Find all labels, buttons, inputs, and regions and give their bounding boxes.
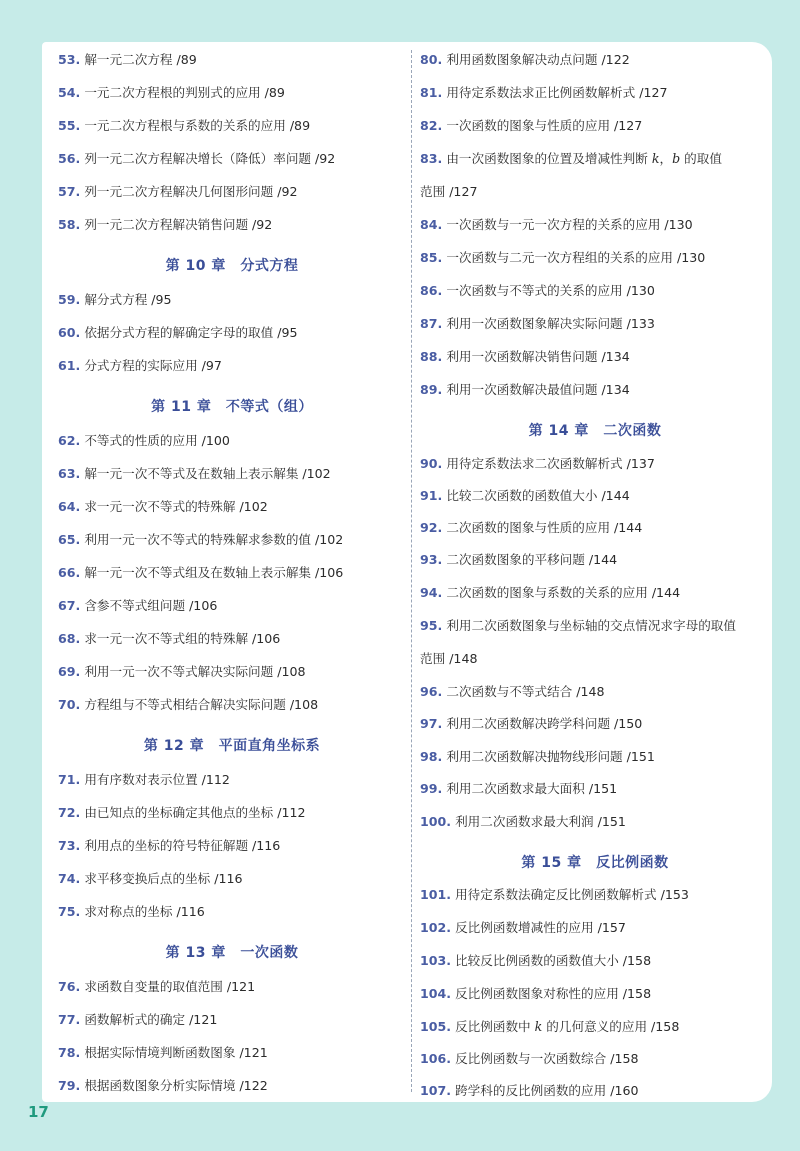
entry-title: 一次函数与不等式的关系的应用 /130 [446,283,655,298]
entry-number: 67. [58,598,81,613]
entry-number: 88. [420,349,443,364]
toc-entry [58,697,318,713]
toc-entry [58,979,255,995]
toc-entry-continuation: 范围 /148 [420,651,478,666]
entry-title: 反比例函数与一次函数综合 /158 [455,1051,639,1066]
toc-left-column [58,42,406,1102]
toc-entry [58,664,306,680]
entry-title: 用待定系数法求正比例函数解析式 /127 [446,85,668,100]
toc-entry [420,716,642,732]
entry-title: 解一元二次方程 /89 [84,52,197,67]
entry-number: 105. [420,1019,452,1034]
entry-title: 求平移变换后点的坐标 /116 [84,871,243,886]
entry-title: 二次函数的图象与性质的应用 /144 [446,520,643,535]
entry-title-part: 的几何意义的应用 /158 [542,1019,680,1034]
toc-entry [420,283,655,299]
entry-title: 分式方程的实际应用 /97 [84,358,222,373]
entry-number: 70. [58,697,81,712]
entry-number: 86. [420,283,443,298]
entry-title: 依据分式方程的解确定字母的取值 /95 [84,325,298,340]
entry-number: 90. [420,456,443,471]
entry-number: 62. [58,433,81,448]
entry-number: 73. [58,838,81,853]
entry-number: 84. [420,217,443,232]
entry-title: 二次函数的图象与系数的关系的应用 /144 [446,585,681,600]
entry-title: 列一元二次方程解决几何图形问题 /92 [84,184,298,199]
toc-entry [420,1051,639,1067]
entry-title: 根据实际情境判断函数图象 /121 [84,1045,268,1060]
entry-number: 101. [420,887,452,902]
entry-title: 一元二次方程根的判别式的应用 /89 [84,85,285,100]
toc-entry [420,316,655,332]
entry-number: 69. [58,664,81,679]
entry-number: 61. [58,358,81,373]
entry-number: 97. [420,716,443,731]
entry-title: 利用二次函数解决抛物线形问题 /151 [446,749,655,764]
entry-number: 96. [420,684,443,699]
entry-number: 81. [420,85,443,100]
entry-title: 一元二次方程根与系数的关系的应用 /89 [84,118,311,133]
page-number: 17 [28,1103,49,1121]
entry-title: 方程组与不等式相结合解决实际问题 /108 [84,697,319,712]
entry-title: 利用二次函数求最大面积 /151 [446,781,618,796]
toc-entry [420,349,630,365]
entry-number: 79. [58,1078,81,1093]
toc-entry [420,781,617,797]
entry-title: 一次函数与二元一次方程组的关系的应用 /130 [446,250,706,265]
entry-number: 82. [420,118,443,133]
toc-entry [58,871,243,887]
entry-title: 列一元二次方程解决销售问题 /92 [84,217,273,232]
chapter-heading: 第 15 章 反比例函数 [521,855,669,871]
toc-entry [58,433,230,449]
entry-number: 68. [58,631,81,646]
toc-entry [420,814,626,830]
entry-title: 列一元二次方程解决增长（降低）率问题 /92 [84,151,336,166]
toc-entry [58,805,306,821]
entry-number: 104. [420,986,452,1001]
entry-number: 55. [58,118,81,133]
entry-number: 72. [58,805,81,820]
entry-title: 解一元一次不等式及在数轴上表示解集 /102 [84,466,331,481]
entry-number: 71. [58,772,81,787]
entry-number: 98. [420,749,443,764]
toc-entry [420,151,722,167]
entry-number: 60. [58,325,81,340]
entry-number: 91. [420,488,443,503]
entry-number: 53. [58,52,81,67]
chapter-heading: 第 12 章 平面直角坐标系 [143,738,321,754]
toc-entry [58,292,172,308]
entry-title: 反比例函数图象对称性的应用 /158 [455,986,652,1001]
entry-number: 66. [58,565,81,580]
entry-title: 利用函数图象解决动点问题 /122 [446,52,630,67]
entry-number: 106. [420,1051,452,1066]
entry-title: 二次函数与不等式结合 /148 [446,684,605,699]
toc-entry [58,217,272,233]
entry-title: 用待定系数法确定反比例函数解析式 /153 [455,887,689,902]
entry-title: 利用一次函数解决销售问题 /134 [446,349,630,364]
toc-entry [420,1083,639,1099]
entry-number: 99. [420,781,443,796]
toc-entry [58,151,335,167]
column-divider [411,50,412,1092]
toc-entry [420,618,736,634]
toc-entry [420,1019,679,1035]
toc-entry [58,466,331,482]
toc-entry [420,52,630,68]
entry-title: 求对称点的坐标 /116 [84,904,205,919]
entry-title-part: 由一次函数图象的位置及增减性判断 [446,151,652,166]
chapter-heading: 第 11 章 不等式（组） [151,399,313,415]
toc-entry [58,52,197,68]
entry-title: 求函数自变量的取值范围 /121 [84,979,256,994]
toc-entry [420,488,630,504]
toc-entry [420,250,705,266]
entry-number: 63. [58,466,81,481]
entry-title: 求一元一次不等式的特殊解 /102 [84,499,268,514]
entry-title: 根据函数图象分析实际情境 /122 [84,1078,268,1093]
toc-entry [420,118,642,134]
math-variable: k [534,1019,543,1034]
entry-title: 比较反比例函数的函数值大小 /158 [455,953,652,968]
toc-entry [58,358,222,374]
math-variable: b [672,151,681,166]
toc-entry [58,565,343,581]
toc-entry [58,1012,217,1028]
toc-entry [420,986,651,1002]
entry-number: 65. [58,532,81,547]
entry-title: 由已知点的坐标确定其他点的坐标 /112 [84,805,306,820]
entry-title: 二次函数图象的平移问题 /144 [446,552,618,567]
entry-number: 92. [420,520,443,535]
entry-title: 反比例函数增减性的应用 /157 [455,920,626,935]
entry-title-part: 反比例函数中 [455,1019,535,1034]
entry-number: 57. [58,184,81,199]
entry-title: 利用一次函数图象解决实际问题 /133 [446,316,655,331]
toc-entry [420,520,642,536]
entry-number: 100. [420,814,452,829]
entry-title: 比较二次函数的函数值大小 /144 [446,488,630,503]
chapter-heading: 第 10 章 分式方程 [165,258,299,274]
entry-title: 利用一次函数解决最值问题 /134 [446,382,630,397]
toc-entry [58,838,280,854]
entry-title: 一次函数的图象与性质的应用 /127 [446,118,643,133]
toc-entry [58,118,310,134]
entry-number: 54. [58,85,81,100]
math-variable: k [651,151,660,166]
toc-entry [58,532,343,548]
entry-number: 85. [420,250,443,265]
toc-entry [420,920,626,936]
entry-title: 利用二次函数图象与坐标轴的交点情况求字母的取值 [446,618,736,633]
chapter-heading: 第 13 章 一次函数 [165,945,299,961]
entry-title: 一次函数与一元一次方程的关系的应用 /130 [446,217,693,232]
entry-number: 80. [420,52,443,67]
entry-number: 76. [58,979,81,994]
toc-entry [420,684,605,700]
toc-entry [420,456,655,472]
toc-entry [58,772,230,788]
toc-entry [420,382,630,398]
toc-entry [58,904,205,920]
toc-entry [420,887,689,903]
entry-number: 64. [58,499,81,514]
entry-number: 95. [420,618,443,633]
entry-title-part: 的取值 [680,151,722,166]
entry-title: 解分式方程 /95 [84,292,172,307]
entry-title: 求一元一次不等式组的特殊解 /106 [84,631,281,646]
entry-number: 59. [58,292,81,307]
toc-entry [420,585,680,601]
entry-title: 利用一元一次不等式的特殊解求参数的值 /102 [84,532,344,547]
entry-number: 87. [420,316,443,331]
entry-number: 78. [58,1045,81,1060]
entry-title: 利用二次函数解决跨学科问题 /150 [446,716,643,731]
entry-number: 77. [58,1012,81,1027]
entry-title: 用有序数对表示位置 /112 [84,772,230,787]
toc-entry [58,1045,268,1061]
toc-entry [58,184,298,200]
toc-entry [420,749,655,765]
toc-entry [420,953,651,969]
toc-entry-continuation: 范围 /127 [420,184,478,199]
entry-number: 102. [420,920,452,935]
entry-number: 89. [420,382,443,397]
toc-entry [58,325,298,341]
toc-entry [58,1078,268,1094]
entry-title: 利用点的坐标的符号特征解题 /116 [84,838,281,853]
entry-title: 不等式的性质的应用 /100 [84,433,230,448]
entry-number: 94. [420,585,443,600]
entry-number: 56. [58,151,81,166]
entry-number: 75. [58,904,81,919]
entry-number: 74. [58,871,81,886]
entry-number: 107. [420,1083,452,1098]
toc-entry [58,85,285,101]
entry-title: 跨学科的反比例函数的应用 /160 [455,1083,639,1098]
toc-entry [420,217,693,233]
toc-entry [420,552,617,568]
entry-title: 函数解析式的确定 /121 [84,1012,218,1027]
entry-title: 用待定系数法求二次函数解析式 /137 [446,456,655,471]
toc-entry [420,85,668,101]
page-sheet [42,42,772,1102]
toc-entry [58,499,268,515]
entry-number: 103. [420,953,452,968]
entry-number: 58. [58,217,81,232]
toc-entry [58,598,217,614]
entry-title: 利用一元一次不等式解决实际问题 /108 [84,664,306,679]
entry-title: 含参不等式组问题 /106 [84,598,218,613]
entry-number: 93. [420,552,443,567]
entry-title: 解一元一次不等式组及在数轴上表示解集 /106 [84,565,344,580]
toc-right-column [420,42,770,1102]
entry-title: 利用二次函数求最大利润 /151 [455,814,626,829]
math-separator: ， [659,151,673,166]
toc-entry [58,631,280,647]
chapter-heading: 第 14 章 二次函数 [528,423,662,439]
entry-number: 83. [420,151,443,166]
